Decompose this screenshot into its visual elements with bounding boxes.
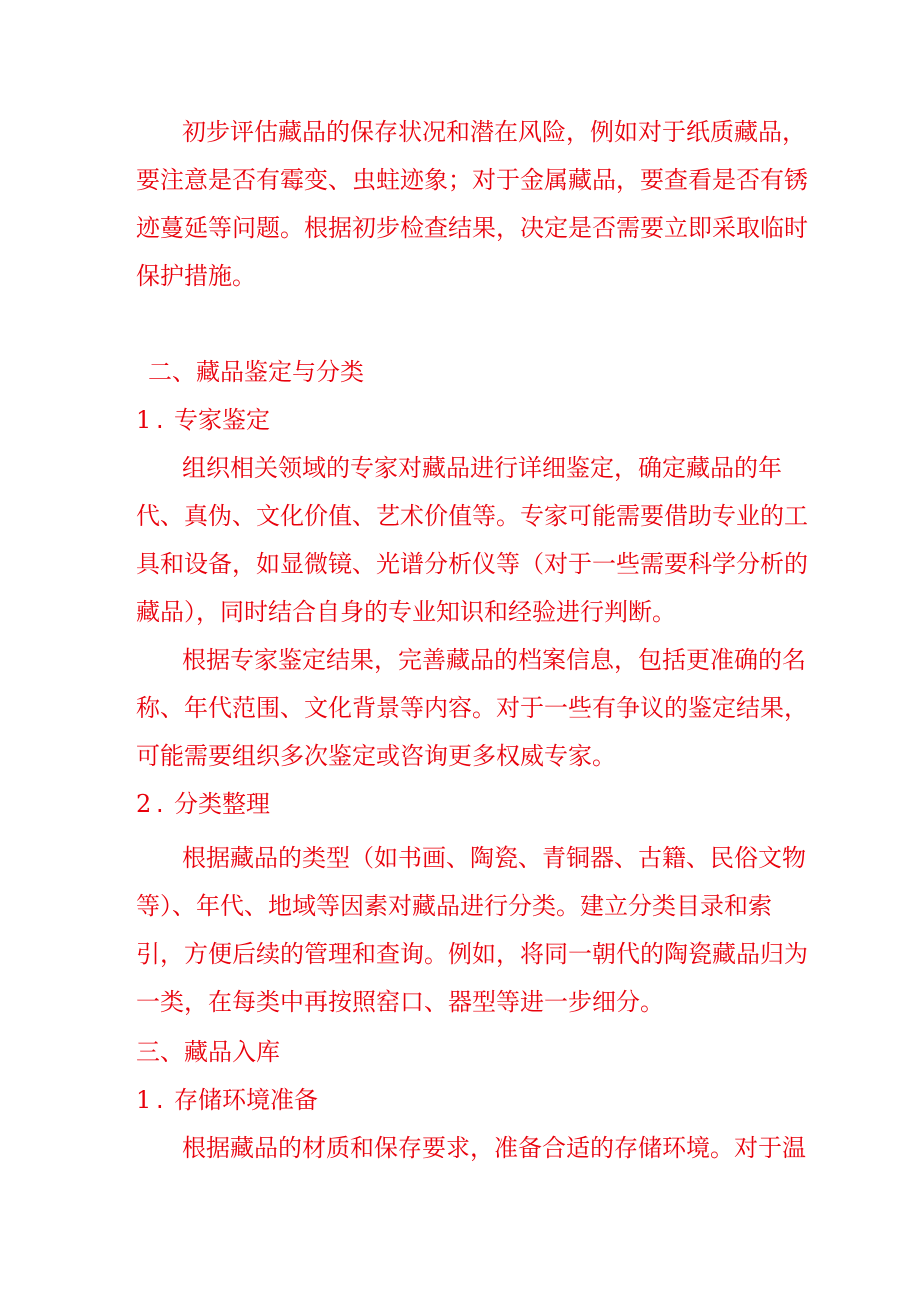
subheading-dot: . — [156, 406, 164, 434]
subheading-number: 1 — [136, 406, 152, 434]
subheading-dot: . — [156, 790, 164, 818]
section-heading-identification: 二、藏品鉴定与分类 — [148, 358, 364, 386]
paragraph-storage-environment: 根据藏品的材质和保存要求，准备合适的存储环境。对于温 — [182, 1134, 806, 1162]
subheading-title: 存储环境准备 — [174, 1086, 318, 1114]
section-heading-storage: 三、藏品入库 — [136, 1038, 280, 1066]
paragraph-archive-update: 根据专家鉴定结果，完善藏品的档案信息，包括更准确的名称、年代范围、文化背景等内容。对于一些有争议的鉴定结果，可能需要组织多次鉴定或咨询更多权威专家。 — [136, 646, 808, 770]
subheading-expert-identification — [136, 396, 270, 444]
paragraph-preservation-assessment: 初步评估藏品的保存状况和潜在风险，例如对于纸质藏品，要注意是否有霉变、虫蛀迹象；对于金属藏品，要查看是否有锈迹蔓延等问题。根据初步检查结果，决定是否需要立即采取临时保护措施。 — [136, 118, 808, 290]
subheading-dot: . — [156, 1086, 164, 1114]
subheading-classification — [136, 780, 270, 828]
paragraph-expert-identification: 组织相关领域的专家对藏品进行详细鉴定，确定藏品的年代、真伪、文化价值、艺术价值等。专家可能需要借助专业的工具和设备，如显微镜、光谱分析仪等（对于一些需要科学分析的藏品），同时结合自身的专业知识和经验进行判断。 — [136, 454, 808, 626]
subheading-title: 专家鉴定 — [174, 406, 270, 434]
subheading-number: 1 — [136, 1086, 152, 1114]
subheading-title: 分类整理 — [174, 790, 270, 818]
subheading-number: 2 — [136, 790, 152, 818]
paragraph-classification: 根据藏品的类型（如书画、陶瓷、青铜器、古籍、民俗文物等）、年代、地域等因素对藏品进行分类。建立分类目录和索引，方便后续的管理和查询。例如，将同一朝代的陶瓷藏品归为一类，在每类中再按照窑口、器型等进一步细分。 — [136, 844, 808, 1016]
subheading-storage-environment — [136, 1076, 318, 1124]
